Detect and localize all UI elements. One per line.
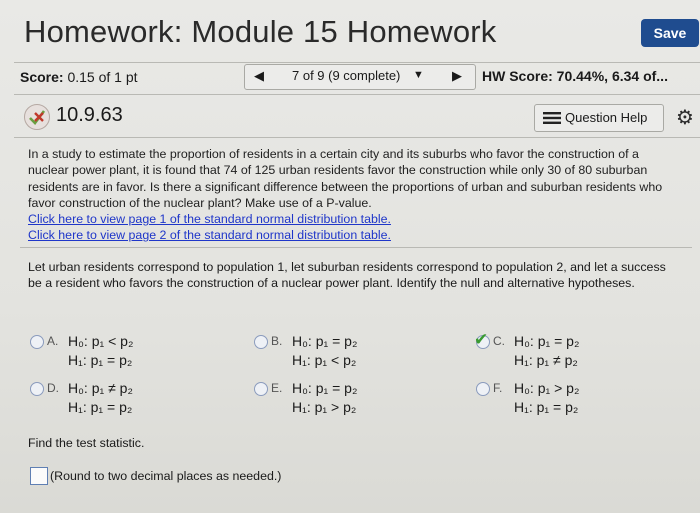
alternative-hypothesis: H₁: p₁ = p₂ [514,399,579,415]
question-number: 10.9.63 [56,104,123,126]
question-header [0,98,700,134]
score-bar [0,62,700,90]
option-letter: B. [271,334,283,348]
null-hypothesis: H₀: p₁ < p₂ [68,333,134,349]
radio-button[interactable] [476,382,490,396]
alternative-hypothesis: H₁: p₁ < p₂ [292,352,357,368]
option-b[interactable] [254,334,414,374]
divider [14,137,700,138]
option-letter: F. [493,381,503,395]
option-f[interactable] [476,381,636,421]
null-hypothesis: H₀: p₁ = p₂ [514,333,580,349]
hypotheses [292,332,357,370]
option-letter: C. [493,334,505,348]
chevron-down-icon[interactable]: ▼ [413,69,424,81]
hypotheses [68,332,133,370]
hypothesis-prompt: Let urban residents correspond to population 1, let suburban residents correspond to population 2, and let a success be a resident who favors the construction of a nuclear power plant. Identify the null and alternative hypotheses. [28,260,666,291]
hypotheses [514,332,579,370]
option-c[interactable] [474,330,636,374]
question-help-button[interactable] [534,104,664,132]
hw-score: HW Score: 70.44%, 6.34 of... [482,68,668,84]
alternative-hypothesis: H₁: p₁ = p₂ [68,399,133,415]
option-letter: A. [47,334,59,348]
score-label: Score: [20,69,64,85]
gear-icon[interactable]: ⚙ [676,107,694,129]
score [20,69,138,85]
title-bar [0,0,700,62]
alternative-hypothesis: H₁: p₁ > p₂ [292,399,357,415]
previous-question-icon[interactable]: ◀ [254,68,264,83]
option-d[interactable] [30,381,190,421]
radio-button[interactable] [30,335,44,349]
list-icon [543,112,561,124]
hypotheses [292,379,357,417]
problem-text: In a study to estimate the proportion of residents in a certain city and its suburbs who favor the construction of a nuclear power plant, it is found that 74 of 125 urban residents favor the construction while only 30 of 80 suburban residents are in favor. Is there a significant difference between the proportions of urban and suburban residents who favor construction of the nuclear plant? Make use of a P-value. [28,147,663,210]
null-hypothesis: H₀: p₁ > p₂ [514,380,580,396]
hypotheses [514,379,579,417]
null-hypothesis: H₀: p₁ = p₂ [292,380,358,396]
divider [14,94,700,95]
alternative-hypothesis: H₁: p₁ = p₂ [68,352,133,368]
hypotheses [68,379,133,417]
question-position[interactable]: 7 of 9 (9 complete) [292,68,401,83]
score-value: 0.15 of 1 pt [67,69,138,85]
answer-input[interactable] [30,467,48,485]
divider [20,247,692,248]
rounding-instruction: (Round to two decimal places as needed.) [50,469,282,483]
option-e[interactable] [254,381,414,421]
next-question-icon[interactable]: ▶ [452,68,462,83]
normal-table-page1-link[interactable]: Click here to view page 1 of the standard normal distribution table. [28,212,391,227]
null-hypothesis: H₀: p₁ ≠ p₂ [68,380,133,396]
save-button[interactable]: Save [641,19,699,47]
normal-table-page2-link[interactable]: Click here to view page 2 of the standard normal distribution table. [28,228,391,243]
check-icon: ✔ [474,330,489,349]
option-a[interactable] [30,334,190,374]
problem-statement [28,146,678,244]
question-help-label: Question Help [565,110,648,125]
find-test-statistic: Find the test statistic. [28,436,145,450]
partially-correct-icon [24,104,50,130]
page-title: Homework: Module 15 Homework [24,14,497,49]
null-hypothesis: H₀: p₁ = p₂ [292,333,358,349]
radio-button[interactable] [254,335,268,349]
radio-button[interactable] [30,382,44,396]
option-letter: E. [271,381,283,395]
option-letter: D. [47,381,59,395]
radio-button[interactable] [254,382,268,396]
alternative-hypothesis: H₁: p₁ ≠ p₂ [514,352,578,368]
